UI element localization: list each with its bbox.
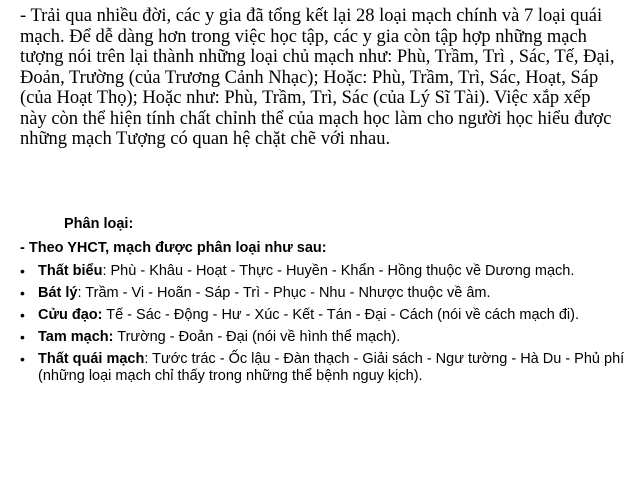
bullet-icon: • <box>20 263 25 279</box>
bullet-icon: • <box>20 329 25 345</box>
item-text: Tế - Sác - Động - Hư - Xúc - Kết - Tán - Đại - Cách (nói về cách mạch đi). <box>102 307 580 323</box>
list-item-that-bieu <box>20 263 626 280</box>
bullet-icon: • <box>20 351 25 367</box>
item-term: Bát lý <box>38 285 78 301</box>
classification-heading: Phân loại: <box>64 216 134 232</box>
item-term: Cửu đạo: <box>38 307 103 323</box>
item-text: Trường - Đoản - Đại (nói về hình thể mạch). <box>113 329 401 345</box>
list-item-bat-ly <box>20 285 626 302</box>
item-separator: : <box>77 285 82 301</box>
item-separator: : <box>102 263 107 279</box>
list-item-cuu-dao <box>20 307 626 324</box>
item-term: Thất quái mạch <box>38 351 145 367</box>
item-separator: : <box>144 351 149 367</box>
item-text: Tước trác - Ốc lậu - Đàn thạch - Giải sách - Ngư tường - Hà Du - Phủ phí (những loại mạch chỉ thấy trong những thể bệnh nguy kịch). <box>38 351 625 384</box>
intro-paragraph: - Trải qua nhiều đời, các y gia đã tổng kết lại 28 loại mạch chính và 7 loại quái mạch. Để dễ dàng hơn trong việc học tập, các y gia còn tập hợp những mạch tượng nói trên lại thành những loại chủ mạch như: Phù, Trầm, Trì , Sác, Tế, Đại, Đoản, Trường (của Trương Cảnh Nhạc); Hoặc: Phù, Trầm, Trì, Sác, Hoạt, Sáp (của Hoạt Thọ); Hoặc như: Phù, Trầm, Trì, Sác (của Lý Sĩ Tài). Việc xắp xếp này còn thể hiện tính chất chỉnh thể của mạch học làm cho người học hiểu được những mạch Tượng có quan hệ chặt chẽ với nhau. <box>20 6 615 149</box>
list-item-that-quai-mach <box>20 351 626 385</box>
list-item-tam-mach <box>20 329 626 346</box>
bullet-icon: • <box>20 285 25 301</box>
item-term: Thất biểu <box>38 263 103 279</box>
item-text: Trầm - Vi - Hoãn - Sáp - Trì - Phục - Nhu - Nhược thuộc về âm. <box>81 285 491 301</box>
classification-list <box>20 263 626 385</box>
bullet-icon: • <box>20 307 25 323</box>
item-text: Phù - Khâu - Hoạt - Thực - Huyền - Khẩn - Hồng thuộc về Dương mạch. <box>106 263 575 279</box>
classification-subheading: - Theo YHCT, mạch được phân loại như sau: <box>20 240 327 256</box>
item-term: Tam mạch: <box>38 329 114 345</box>
classification-section <box>20 216 626 390</box>
